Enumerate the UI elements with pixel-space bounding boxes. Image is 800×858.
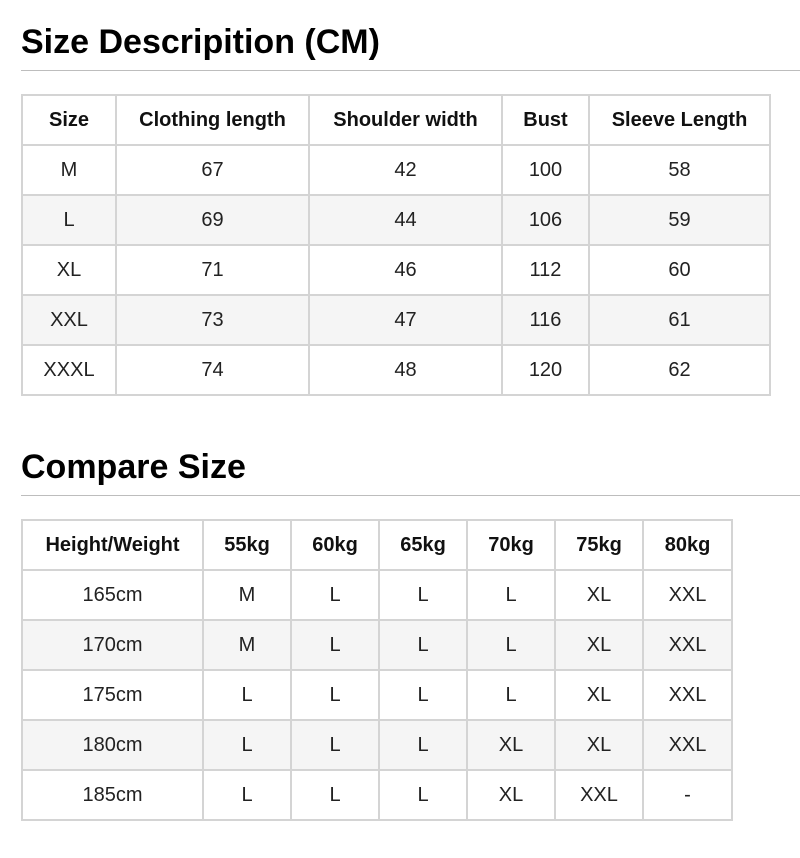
table-cell: XXL [643,570,732,620]
table-cell: 74 [116,345,309,395]
compare-size-title: Compare Size [21,448,246,486]
table-cell: 44 [309,195,502,245]
table-cell: 67 [116,145,309,195]
table-cell: 59 [589,195,770,245]
table-header-row [22,520,732,570]
table-cell: XXL [643,670,732,720]
table-cell: 60 [589,245,770,295]
table-cell: XL [22,245,116,295]
table-cell: 185cm [22,770,203,820]
column-header-75kg: 75kg [555,520,643,570]
table-cell: L [291,720,379,770]
column-header-55kg: 55kg [203,520,291,570]
table-header-row [22,95,770,145]
table-cell: 106 [502,195,589,245]
section-divider [21,70,800,71]
table-cell: - [643,770,732,820]
table-cell: L [379,770,467,820]
table-cell: 61 [589,295,770,345]
table-cell: M [203,570,291,620]
column-header-clothing-length: Clothing length [116,95,309,145]
table-cell: L [467,620,555,670]
column-header-70kg: 70kg [467,520,555,570]
table-cell: M [22,145,116,195]
column-header-size: Size [22,95,116,145]
table-cell: L [203,770,291,820]
table-cell: L [203,720,291,770]
column-header-shoulder-width: Shoulder width [309,95,502,145]
table-cell: 62 [589,345,770,395]
table-row [22,145,770,195]
table-cell: 69 [116,195,309,245]
table-cell: XXXL [22,345,116,395]
table-cell: 180cm [22,720,203,770]
table-cell: XXL [643,720,732,770]
table-cell: L [291,570,379,620]
table-row [22,720,732,770]
table-cell: XXL [555,770,643,820]
table-row [22,245,770,295]
table-row [22,345,770,395]
compare-size-table [21,519,733,821]
table-row [22,620,732,670]
table-cell: L [291,770,379,820]
column-header-65kg: 65kg [379,520,467,570]
size-description-title: Size Descripition (CM) [21,23,380,61]
table-cell: 112 [502,245,589,295]
table-row [22,770,732,820]
table-cell: XXL [22,295,116,345]
table-cell: XXL [643,620,732,670]
table-cell: 42 [309,145,502,195]
table-cell: 58 [589,145,770,195]
table-cell: 48 [309,345,502,395]
table-cell: 165cm [22,570,203,620]
table-cell: XL [555,670,643,720]
table-cell: L [379,620,467,670]
table-cell: L [379,570,467,620]
table-cell: M [203,620,291,670]
table-cell: L [291,670,379,720]
table-cell: L [467,670,555,720]
section-divider [21,495,800,496]
table-cell: 46 [309,245,502,295]
table-cell: XL [467,770,555,820]
table-cell: L [22,195,116,245]
table-cell: 73 [116,295,309,345]
table-cell: L [379,720,467,770]
table-cell: L [467,570,555,620]
table-cell: XL [555,620,643,670]
table-row [22,195,770,245]
table-cell: 116 [502,295,589,345]
table-cell: XL [467,720,555,770]
table-cell: 100 [502,145,589,195]
column-header-sleeve-length: Sleeve Length [589,95,770,145]
table-cell: 71 [116,245,309,295]
table-row [22,570,732,620]
column-header-bust: Bust [502,95,589,145]
table-cell: 120 [502,345,589,395]
table-cell: XL [555,570,643,620]
size-description-table [21,94,771,396]
column-header-height-weight: Height/Weight [22,520,203,570]
table-cell: 47 [309,295,502,345]
column-header-80kg: 80kg [643,520,732,570]
table-cell: 170cm [22,620,203,670]
table-cell: 175cm [22,670,203,720]
table-row [22,295,770,345]
table-cell: L [379,670,467,720]
table-cell: L [203,670,291,720]
table-row [22,670,732,720]
column-header-60kg: 60kg [291,520,379,570]
table-cell: XL [555,720,643,770]
table-cell: L [291,620,379,670]
